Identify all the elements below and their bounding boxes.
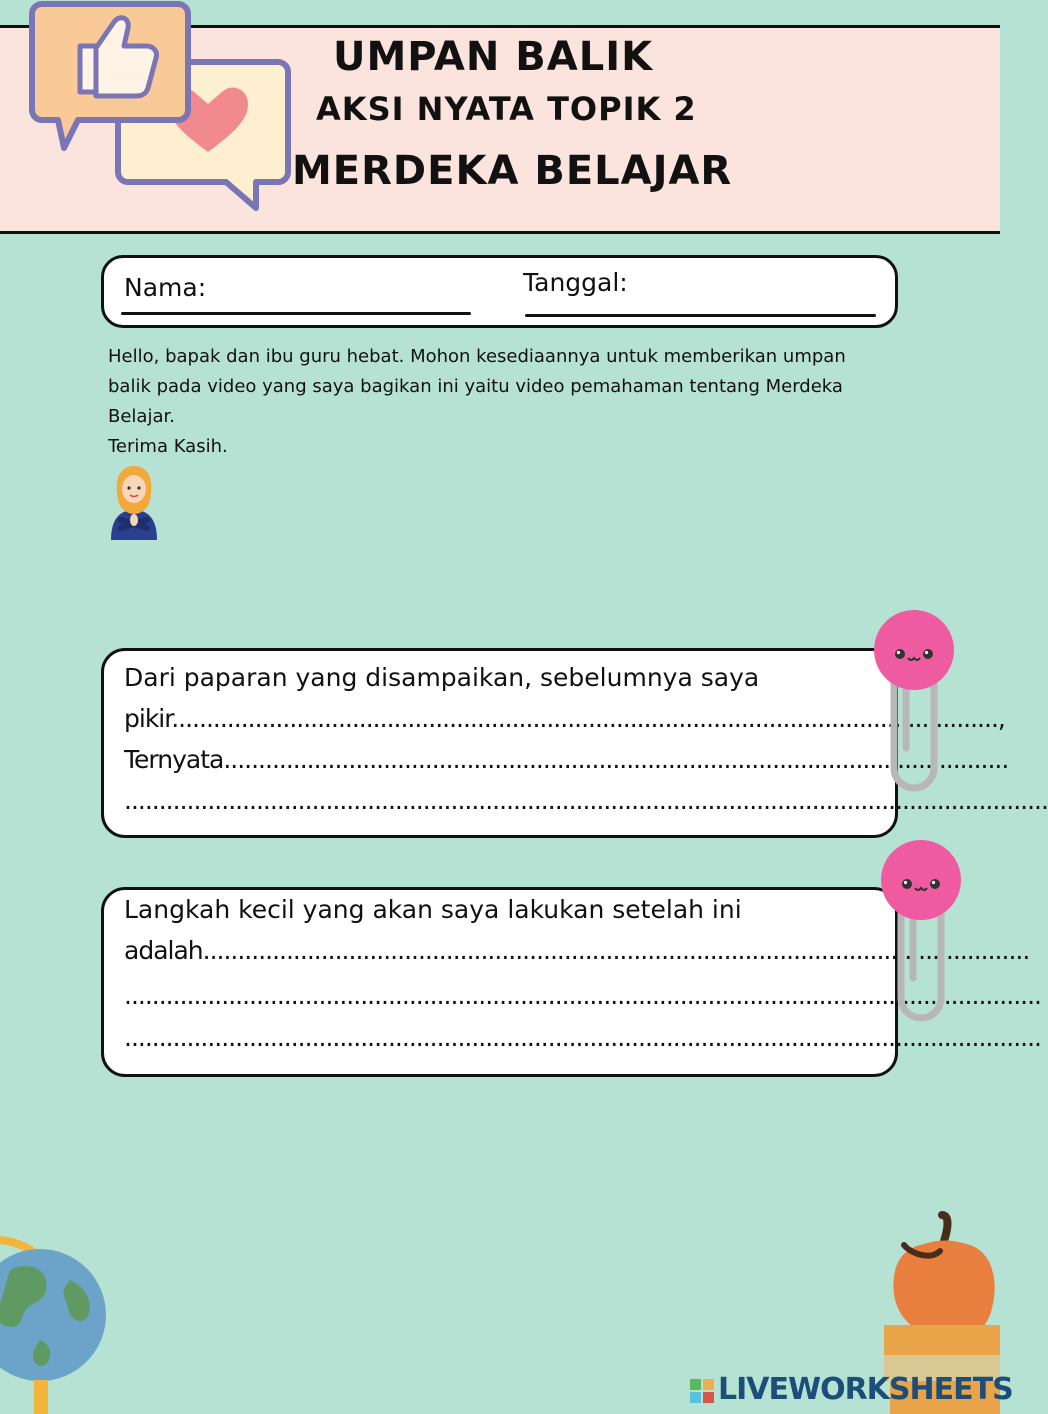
- intro-text: [108, 342, 908, 462]
- feedback-bubbles-icon: [28, 0, 298, 215]
- tanggal-label: Tanggal:: [523, 268, 628, 297]
- name-date-box: [101, 255, 898, 328]
- question-box-2: [101, 887, 1041, 1077]
- title-merdeka-belajar: MERDEKA BELAJAR: [292, 148, 733, 194]
- paperclip-icon: [879, 838, 965, 1024]
- intro-line: Terima Kasih.: [108, 436, 228, 457]
- title-aksi-nyata: AKSI NYATA TOPIK 2: [316, 90, 697, 128]
- globe-icon: [0, 1230, 110, 1414]
- question2-answer-line[interactable]: ....................................................................................................................................: [124, 981, 1041, 1010]
- liveworksheets-logo-icon: [690, 1379, 714, 1403]
- hijab-girl-icon: [107, 462, 161, 542]
- question2-prompt: Langkah kecil yang akan saya lakukan setelah ini: [124, 895, 742, 924]
- question-box-1: [101, 648, 1048, 838]
- intro-line: Belajar.: [108, 406, 175, 427]
- question1-answer-line[interactable]: .....................................................................................................................................: [124, 786, 1048, 815]
- liveworksheets-brand: [690, 1372, 1013, 1407]
- intro-line: balik pada video yang saya bagikan ini yaitu video pemahaman tentang Merdeka: [108, 376, 843, 397]
- question1-prompt: Dari paparan yang disampaikan, sebelumnya saya: [124, 663, 760, 692]
- intro-line: Hello, bapak dan ibu guru hebat. Mohon kesediaannya untuk memberikan umpan: [108, 346, 846, 367]
- question1-answer-line[interactable]: pikir.......................................................................................................................,: [124, 704, 1005, 733]
- question1-answer-line[interactable]: Ternyata.................................................................................................................: [124, 745, 1009, 774]
- nama-label: Nama:: [124, 273, 207, 302]
- nama-input-line[interactable]: [121, 312, 471, 315]
- title-umpan-balik: UMPAN BALIK: [333, 34, 654, 80]
- brand-text: LIVEWORKSHEETS: [718, 1372, 1013, 1407]
- question2-answer-line[interactable]: ....................................................................................................................................: [124, 1023, 1041, 1052]
- tanggal-input-line[interactable]: [525, 314, 876, 317]
- paperclip-icon: [872, 608, 958, 794]
- question2-answer-line[interactable]: adalah.......................................................................................................................: [124, 936, 1030, 965]
